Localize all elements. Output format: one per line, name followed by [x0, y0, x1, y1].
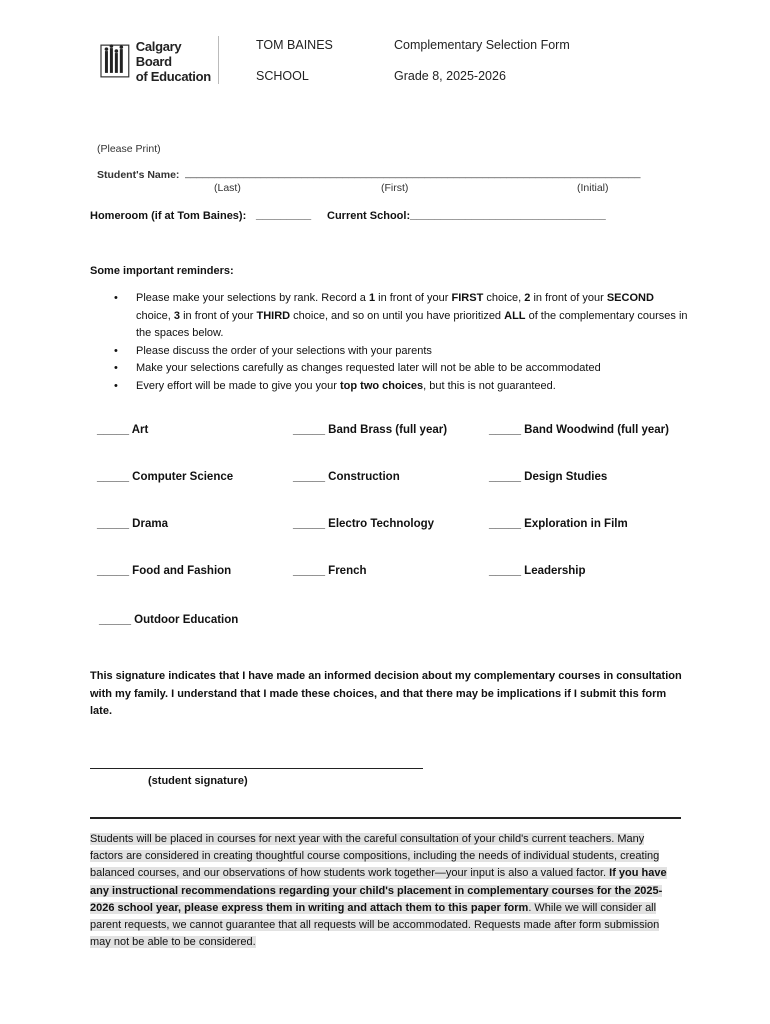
course-food-fashion[interactable]: _____ Food and Fashion	[97, 565, 232, 577]
placement-note	[90, 831, 680, 951]
course-drama[interactable]: _____ Drama	[97, 518, 168, 530]
logo-text-line1: Calgary Board	[135, 38, 182, 69]
reminder-item-rank: • Please make your selections by rank. Record a 1 in front of your FIRST choice, 2 in front of your SECOND choice, 3 in front of your THIRD choice, and so on until you have prioritized ALL of the complementary courses in the spaces below.	[90, 290, 690, 343]
current-school-field[interactable]: ________________________________	[410, 209, 606, 221]
header-divider	[218, 36, 219, 84]
course-exploration-film[interactable]: _____ Exploration in Film	[489, 518, 628, 530]
school-name-line1: TOM BAINES	[256, 38, 333, 52]
course-leadership[interactable]: _____ Leadership	[489, 565, 586, 577]
course-band-woodwind[interactable]: _____ Band Woodwind (full year)	[489, 424, 669, 436]
student-name-field[interactable]: ______________________________________________________________________________	[185, 167, 641, 179]
course-french[interactable]: _____ French	[293, 565, 367, 577]
first-name-caption: (First)	[381, 182, 409, 194]
homeroom-field[interactable]: _________	[256, 209, 312, 221]
reminder-item-top-two: • Every effort will be made to give you your top two choices, but this is not guaranteed.	[90, 378, 690, 396]
placement-note-intro: Students will be placed in courses for next year with the careful consultation of your child's current teachers. Many factors are considered in creating thoughtful course compositions, including the needs of individual students, creating balanced courses, and our observations of how students work together—your input is also a valued factor.	[90, 833, 660, 880]
course-construction[interactable]: _____ Construction	[293, 471, 400, 483]
homeroom-label: Homeroom (if at Tom Baines):	[90, 210, 247, 222]
grade-year: Grade 8, 2025-2026	[394, 69, 506, 83]
reminders-list	[90, 290, 690, 395]
reminders-heading: Some important reminders:	[90, 265, 234, 277]
placement-note-emphasis: If you have any instructional recommendations regarding your child's placement in complementary courses for the 2025-2026 school year, please express them in writing and attach them to this paper form	[90, 867, 667, 914]
course-outdoor-education[interactable]: _____ Outdoor Education	[99, 614, 239, 626]
signature-caption: (student signature)	[148, 775, 248, 787]
signature-statement: This signature indicates that I have made an informed decision about my complementary courses in consultation with my family. I understand that I made these choices, and that there may be implications if I submit this form late.	[90, 670, 682, 717]
placement-note-closing: . While we will consider all parent requests, we cannot guarantee that all requests will be accommodated. Requests made after form submission may not be able to be considered.	[90, 901, 660, 949]
student-name-label: Student's Name:	[97, 169, 180, 181]
school-name-line2: SCHOOL	[256, 69, 309, 83]
cbe-figures-icon	[100, 41, 130, 81]
course-electro-technology[interactable]: _____ Electro Technology	[293, 518, 435, 530]
last-name-caption: (Last)	[214, 182, 241, 194]
cbe-logo	[100, 40, 220, 82]
form-title: Complementary Selection Form	[394, 38, 570, 52]
logo-text-line2: of Education	[135, 68, 211, 84]
current-school-label: Current School:	[327, 210, 411, 222]
course-band-brass[interactable]: _____ Band Brass (full year)	[293, 424, 448, 436]
course-art[interactable]: _____ Art	[97, 424, 149, 436]
reminder-item-careful: • Make your selections carefully as changes requested later will not be able to be accommodated	[90, 360, 690, 378]
course-computer-science[interactable]: _____ Computer Science	[97, 471, 234, 483]
course-design-studies[interactable]: _____ Design Studies	[489, 471, 608, 483]
initial-caption: (Initial)	[577, 182, 609, 194]
please-print-note: (Please Print)	[97, 143, 161, 155]
reminder-item-discuss: • Please discuss the order of your selections with your parents	[90, 343, 690, 361]
section-divider	[90, 817, 681, 819]
signature-line[interactable]	[90, 768, 423, 769]
